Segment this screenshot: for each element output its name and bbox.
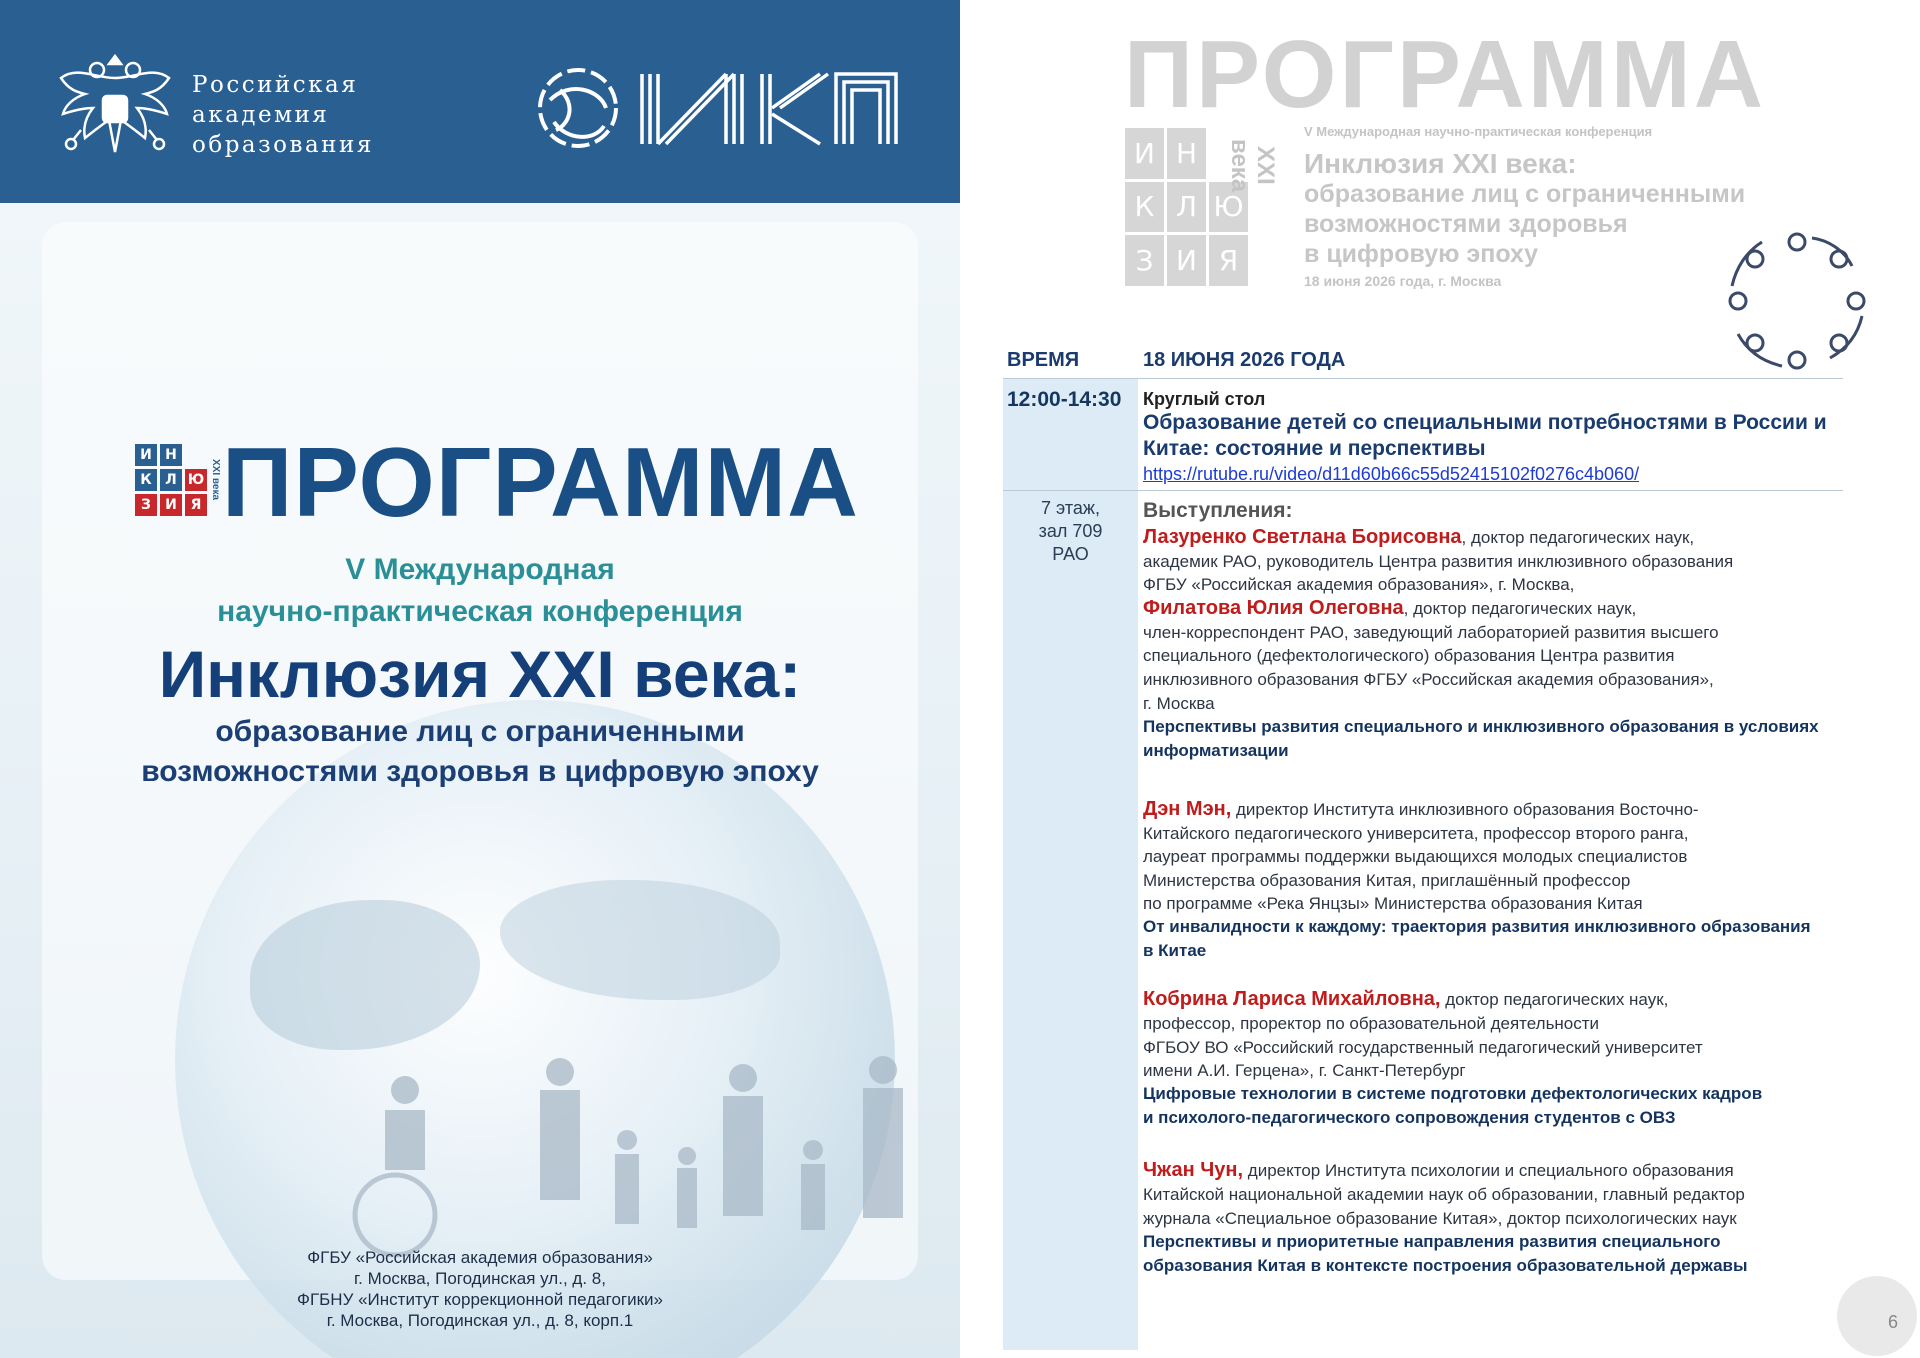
inclusion-logo-letter: И [1125,128,1164,179]
speaker-description: Министерства образования Китая, приглашённый профессор [1143,871,1631,890]
speaker-description: имени А.И. Герцена», г. Санкт-Петербург [1143,1061,1466,1080]
speaker-description: ФГБУ «Российская академия образования», г. Москва, [1143,575,1575,594]
conference-subtitle: в цифровую эпоху [1304,240,1539,268]
speaker-description: доктор педагогических наук, [1440,990,1669,1009]
talk-topic: в Китае [1143,941,1207,960]
conference-subtitle: образование лиц с ограниченными [1304,180,1746,208]
talk-topic: Цифровые технологии в системе подготовки дефектологических кадров [1143,1084,1763,1103]
speaker-name: Чжан Чун, [1143,1159,1244,1181]
conference-line: V Международная [345,553,615,586]
inclusion-logo-century: XXI века [210,459,221,501]
speaker-description: ФГБОУ ВО «Российский государственный педагогический университет [1143,1038,1703,1057]
inclusion-logo-century: XXI века [1226,138,1279,193]
speaker-entry [1143,988,1668,1011]
inclusion-logo-letter: Н [1167,128,1206,179]
location-line: 7 этаж, [1041,498,1100,518]
academy-name-line: академия [192,102,330,128]
divider [1003,490,1843,491]
inclusion-logo-letter: Л [160,469,182,491]
speaker-entry [1143,526,1694,549]
speaker-description: г. Москва [1143,694,1215,713]
speaker-description: директор Института инклюзивного образования Восточно- [1231,800,1699,819]
cover-header [0,0,960,203]
column-header-time: ВРЕМЯ [1007,349,1080,371]
inclusion-logo-letter: Я [1209,235,1248,286]
inclusion-logo-letter: Ю [1209,182,1248,233]
speaker-description: инклюзивного образования ФГБУ «Российская академия образования», [1143,670,1714,689]
speaker-description: , доктор педагогических наук, [1403,599,1637,618]
people-ring-logo-icon [1720,224,1874,378]
academy-name-line: Российская [192,72,359,98]
page-number: 6 [1888,1312,1899,1332]
address-line: ФГБУ «Российская академия образования» [307,1248,653,1267]
session-title: Китае: состояние и перспективы [1143,437,1486,460]
program-page [960,0,1920,1358]
speaker-description: Китайского педагогического университета, профессор второго ранга, [1143,824,1689,843]
session-type: Круглый стол [1143,389,1266,409]
conference-subtitle: возможностями здоровья [1304,210,1628,238]
inclusion-logo-letter: И [135,444,157,466]
inclusion-logo-letter: З [135,494,157,516]
program-title: ПРОГРАММА [222,427,859,537]
session-title: Образование детей со специальными потребностями в России и [1143,411,1827,434]
program-title-watermark: ПРОГРАММА [1124,21,1767,128]
inclusion-logo-letter: Н [160,444,182,466]
location-line: РАО [1052,544,1089,564]
conference-title: Инклюзия XXI века: [1304,148,1577,179]
speaker-description: академик РАО, руководитель Центра развития инклюзивного образования [1143,552,1734,571]
speaker-description: профессор, проректор по образовательной деятельности [1143,1014,1600,1033]
conference-subtitle: образование лиц с ограниченными [215,715,745,748]
speaker-entry [1143,597,1636,620]
conference-line: V Международная научно-практическая конференция [1304,124,1653,139]
talk-topic: Перспективы развития специального и инклюзивного образования в условиях [1143,717,1819,736]
inclusion-logo-letter: Я [185,494,207,516]
talk-topic: информатизации [1143,741,1289,760]
speaker-description: журнала «Специальное образование Китая», доктор психологических наук [1143,1209,1737,1228]
speaker-description: член-корреспондент РАО, заведующий лабораторией развития высшего [1143,623,1719,642]
address-line: г. Москва, Погодинская ул., д. 8, корп.1 [326,1311,634,1330]
conference-title: Инклюзия XXI века: [158,637,802,711]
speaker-name: Филатова Юлия Олеговна [1143,597,1404,619]
academy-name [192,70,374,160]
inclusion-logo-letter: К [135,469,157,491]
talks-label: Выступления: [1143,499,1293,522]
speaker-description: Китайской национальной академии наук об образовании, главный редактор [1143,1185,1745,1204]
session-time: 12:00-14:30 [1007,388,1122,411]
location-line: зал 709 [1038,521,1103,541]
inclusion-logo-letter: И [160,494,182,516]
talk-topic: От инвалидности к каждому: траектория развития инклюзивного образования [1143,917,1811,936]
conference-subtitle: возможностями здоровья в цифровую эпоху [141,755,819,788]
divider [1003,378,1843,379]
speaker-description: лауреат программы поддержки выдающихся молодых специалистов [1143,847,1688,866]
academy-name-line: образования [192,132,374,158]
page-number-badge [1837,1276,1917,1356]
address-line: ФГБНУ «Институт коррекционной педагогики» [297,1290,663,1309]
address-line: г. Москва, Погодинская ул., д. 8, [354,1269,606,1288]
inclusion-logo [135,444,207,516]
speaker-description: специального (дефектологического) образования Центра развития [1143,646,1675,665]
talk-topic: образования Китая в контексте построения образовательной державы [1143,1256,1748,1275]
inclusion-logo-letter: Ю [185,469,207,491]
inclusion-logo-letter: Л [1167,182,1206,233]
speaker-entry [1143,798,1699,821]
speaker-name: Лазуренко Светлана Борисовна [1143,526,1462,548]
talk-topic: и психолого-педагогического сопровождения студентов с ОВЗ [1143,1108,1676,1127]
inclusion-logo-letter: И [1167,235,1206,286]
double-headed-eagle-emblem-icon [55,48,175,164]
session-location [1003,497,1138,566]
speaker-description: , доктор педагогических наук, [1461,528,1695,547]
speaker-description: директор Института психологии и специального образования [1243,1161,1734,1180]
people-illustration [345,1030,925,1260]
conference-line: научно-практическая конференция [217,595,743,628]
broadcast-link[interactable]: https://rutube.ru/video/d11d60b66c55d52415102f0276c4b060/ [1143,464,1640,484]
speaker-entry [1143,1159,1734,1182]
column-header-date: 18 ИЮНЯ 2026 ГОДА [1143,349,1346,371]
inclusion-logo-letter: З [1125,235,1164,286]
speaker-name: Кобрина Лариса Михайловна, [1143,988,1441,1010]
inclusion-logo-letter: К [1125,182,1164,233]
ikp-logo-icon [530,60,900,155]
talk-topic: Перспективы и приоритетные направления развития специального [1143,1232,1721,1251]
speaker-description: по программе «Река Янцзы» Министерства образования Китая [1143,894,1643,913]
conference-date: 18 июня 2026 года, г. Москва [1304,273,1502,289]
speaker-name: Дэн Мэн, [1143,798,1232,820]
organizer-address [200,1247,760,1331]
